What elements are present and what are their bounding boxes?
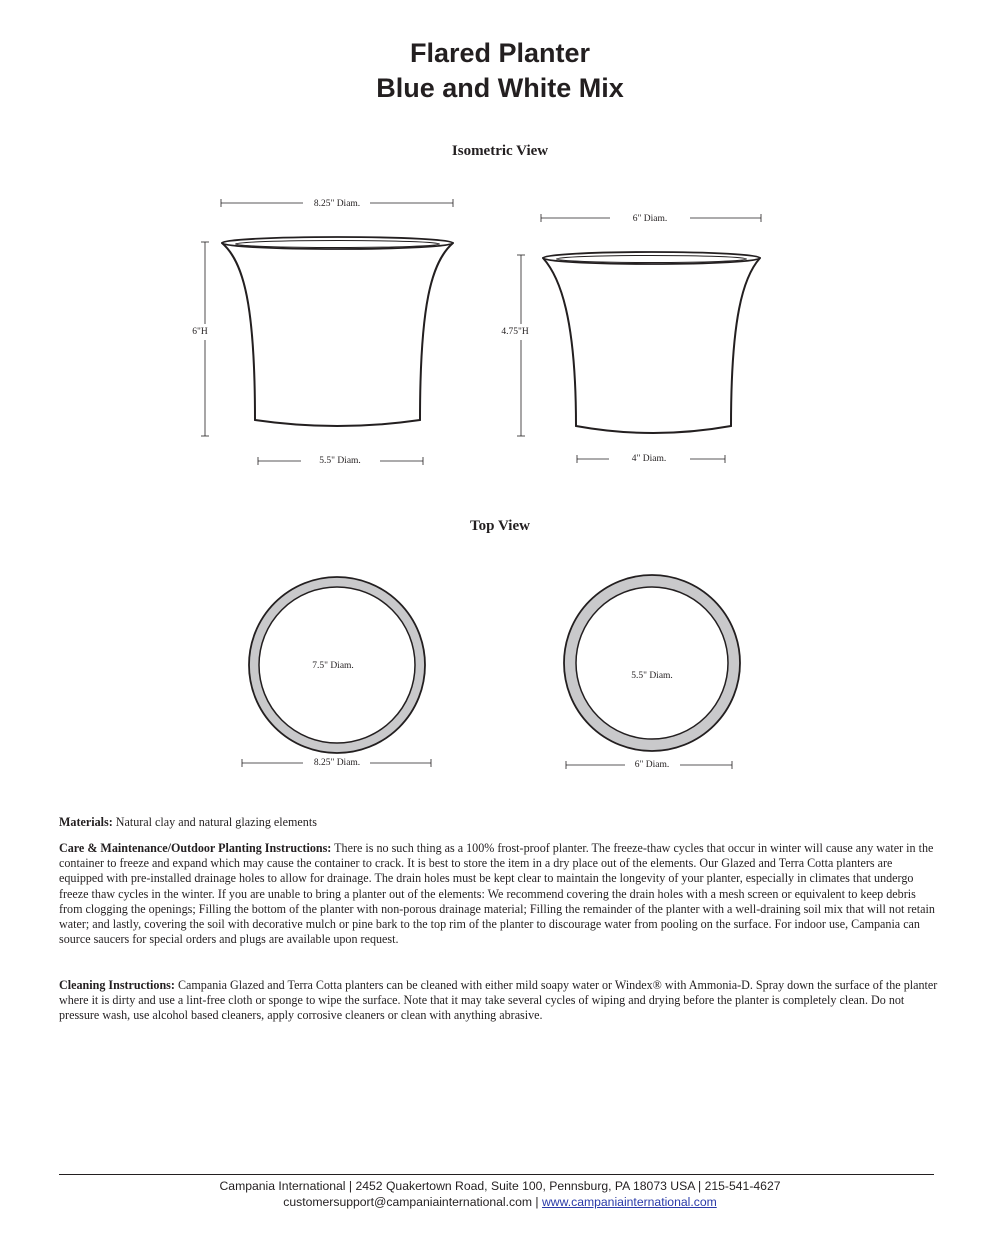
page-title-line2: Blue and White Mix xyxy=(376,73,624,103)
materials-label: Materials: xyxy=(59,815,113,829)
small-inner-diam-label: 5.5" Diam. xyxy=(631,671,673,681)
page-title-line1: Flared Planter xyxy=(409,38,591,68)
large-bottom-diam-label: 5.5" Diam. xyxy=(319,456,361,466)
small-height-label: 4.75"H xyxy=(501,327,529,337)
footer-address: Campania International | 2452 Quakertown Road, Suite 100, Pennsburg, PA 18073 USA | 215-541-4627 xyxy=(219,1179,781,1193)
cleaning-label: Cleaning Instructions: xyxy=(59,978,175,992)
care-body: There is no such thing as a 100% frost-proof planter. The freeze-thaw cycles that occur in winter will cause any water in the container to freeze and expand which may cause the container to crack. It is best to store the item in a dry place out of the elements. Our Glazed and Terra Cotta planters are equipped with pre-installed drainage holes to allow for drainage. The drain holes must be kept clear to maintain the longevity of your planter, especially in climates that undergo freeze thaw cycles in the winter. If you are unable to bring a planter out of the elements: We recommend covering the drain holes with a mesh screen or equivalent to keep debris from clogging the openings; Filling the bottom of the planter with non-porous drainage material; Filling the remainder of the planter with a well-draining soil mix that will not retain water; and lastly, covering the soil with decorative mulch or pine bark to the top rim of the planter to discourage water from pooling on the surface. For indoor use, Campania can source saucers for special orders and plugs are available upon request. xyxy=(59,841,935,947)
care-label: Care & Maintenance/Outdoor Planting Instructions: xyxy=(59,841,332,855)
care-paragraph xyxy=(59,841,939,947)
footer-contact xyxy=(0,1195,1000,1209)
footer-divider xyxy=(59,1174,934,1175)
small-top-diam-label: 6" Diam. xyxy=(632,214,668,224)
large-planter-isometric xyxy=(222,237,453,426)
cleaning-body: Campania Glazed and Terra Cotta planters can be cleaned with either mild soapy water or Windex® with Ammonia-D. Spray down the surface of the planter where it is dirty and use a lint-free cloth or sponge to wipe the surface. Note that it may take several cycles of wiping and drying before the planter is completely clean. Do not pressure wash, use alcohol based cleaners, apply corrosive cleaners or clean with anything abrasive. xyxy=(59,978,938,1023)
materials-body: Natural clay and natural glazing elements xyxy=(112,815,317,829)
small-planter-isometric xyxy=(543,252,760,433)
large-inner-diam-label: 7.5" Diam. xyxy=(312,661,354,671)
cleaning-paragraph xyxy=(59,978,939,1024)
isometric-view-heading: Isometric View xyxy=(451,143,549,159)
footer-email: customersupport@campaniainternational.com xyxy=(283,1195,533,1209)
footer-separator: | xyxy=(532,1195,542,1209)
large-outer-diam-label: 8.25" Diam. xyxy=(313,758,361,768)
materials-paragraph xyxy=(59,815,939,830)
small-bottom-diam-label: 4" Diam. xyxy=(631,454,667,464)
top-view-heading: Top View xyxy=(470,518,530,534)
large-height-label: 6"H xyxy=(192,327,208,337)
large-top-diam-label: 8.25" Diam. xyxy=(313,199,361,209)
footer-website-link[interactable]: www.campaniainternational.com xyxy=(541,1195,717,1209)
small-planter-top-ring xyxy=(564,575,740,751)
small-outer-diam-label: 6" Diam. xyxy=(634,760,670,770)
